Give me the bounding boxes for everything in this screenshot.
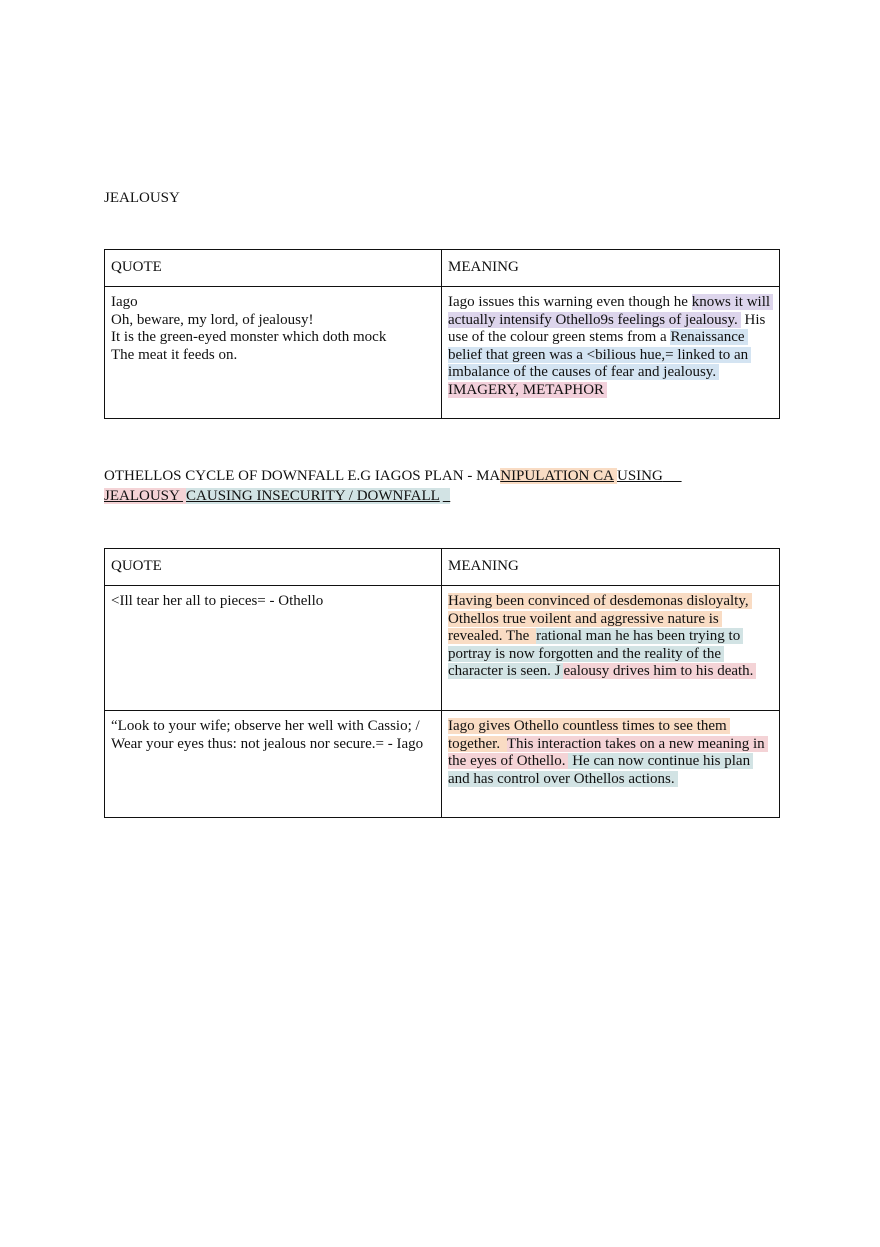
table-row — [105, 287, 780, 419]
section-heading — [104, 466, 744, 506]
meaning-cell — [442, 586, 780, 711]
meaning-cell — [442, 287, 780, 419]
quote-line: It is the green-eyed monster which doth mock — [111, 329, 387, 346]
section-heading-line-2 — [104, 486, 744, 506]
quote-cell: “Look to your wife; observe her well with Cassio; / Wear your eyes thus: not jealous nor secure.= - Iago — [105, 711, 442, 818]
quote-cell — [105, 287, 442, 419]
highlighted-text: Having been convinced of desdemonas disloyalty, Othellos true voilent and aggressive nature is revealed. The — [448, 593, 752, 644]
highlighted-text: NIPULATION CA — [500, 468, 617, 484]
quote-line: Oh, beware, my lord, of jealousy! — [111, 311, 314, 328]
meaning-text: Iago issues this warning even though he — [448, 294, 692, 310]
downfall-quote-table — [104, 548, 780, 818]
highlighted-text: JEALOUSY — [104, 488, 186, 504]
highlighted-text: CAUSING INSECURITY / DOWNFALL — [186, 488, 443, 504]
meaning-column-header: MEANING — [442, 250, 780, 287]
highlighted-text: Iago gives Othello countless times to see them together. — [448, 718, 730, 752]
table-row — [105, 711, 780, 818]
highlighted-text: rational man he has been trying to portray is now forgotten and the reality of the character is seen. J — [448, 628, 743, 679]
highlighted-text: This interaction takes on a new meaning in the eyes of Othello. — [448, 736, 768, 770]
meaning-text: His use of the colour green stems from a — [448, 311, 766, 346]
quote-column-header: QUOTE — [105, 250, 442, 287]
highlighted-text: ealousy drives him to his death. — [563, 663, 756, 679]
meaning-cell — [442, 711, 780, 818]
page-title: JEALOUSY — [104, 190, 180, 206]
quote-line: The meat it feeds on. — [111, 346, 238, 363]
heading-text: OTHELLOS CYCLE OF DOWNFALL E.G IAGOS PLAN - MA — [104, 468, 501, 484]
quote-line: Iago — [111, 294, 138, 310]
table-row — [105, 586, 780, 711]
quote-cell: <Ill tear her all to pieces= - Othello — [105, 586, 442, 711]
jealousy-quote-table — [104, 249, 780, 419]
section-heading-line-1 — [104, 466, 744, 486]
technique-label: IMAGERY, METAPHOR — [448, 382, 607, 398]
quote-column-header: QUOTE — [105, 549, 442, 586]
meaning-column-header: MEANING — [442, 549, 780, 586]
highlighted-text: He can now continue his plan and has control over Othellos actions. — [448, 753, 753, 787]
highlighted-text: knows it will actually intensify Othello9s feelings of jealousy. — [448, 294, 773, 328]
heading-text: USING — [616, 468, 663, 484]
highlighted-text: Renaissance belief that green was a <bilious hue,= linked to an imbalance of the causes of fear and jealousy. — [448, 329, 751, 380]
